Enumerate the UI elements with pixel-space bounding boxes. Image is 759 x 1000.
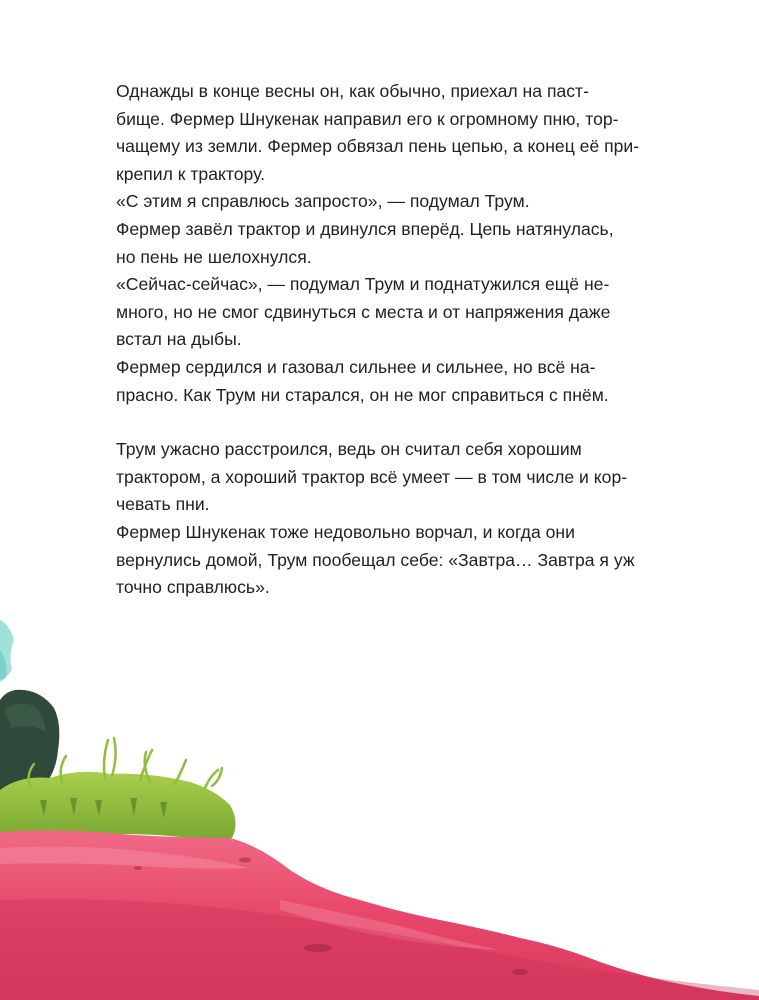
text-line: Однажды в конце весны он, как обычно, приехал на паст- xyxy=(116,81,589,101)
text-line: Трум ужасно расстроился, ведь он считал себя хорошим xyxy=(116,439,582,460)
text-line: «С этим я справлюсь запросто», — подумал Трум. xyxy=(116,191,530,212)
text-line: Фермер Шнукенак тоже недовольно ворчал, и когда они xyxy=(116,521,575,542)
text-line: бище. Фермер Шнукенак направил его к огромному пню, тор- xyxy=(116,108,619,129)
paragraph xyxy=(83,78,679,188)
text-line: встал на дыбы. xyxy=(116,329,242,350)
landscape-illustration xyxy=(0,600,759,1000)
text-line: точно справлюсь». xyxy=(116,577,270,598)
story-text xyxy=(83,78,679,602)
paragraph xyxy=(83,271,679,354)
text-line: трактором, а хороший трактор всё умеет — в том числе и кор- xyxy=(116,466,628,487)
paragraph xyxy=(83,216,679,271)
text-line: Фермер завёл трактор и двинулся вперёд. Цепь натянулась, xyxy=(116,218,614,239)
grass xyxy=(0,772,236,839)
text-line: крепил к трактору. xyxy=(116,163,266,184)
text-line: но пень не шелохнулся. xyxy=(116,246,312,267)
text-line: вернулись домой, Трум пообещал себе: «Завтра… Завтра я уж xyxy=(116,549,635,570)
section-gap xyxy=(83,409,679,436)
paragraph xyxy=(83,354,679,409)
paragraph xyxy=(83,188,679,216)
text-line: чащему из земли. Фермер обвязал пень цепью, а конец её при- xyxy=(116,136,640,157)
text-line: «Сейчас-сейчас», — подумал Трум и поднатужился ещё не- xyxy=(116,274,610,295)
text-line: много, но не смог сдвинуться с места и от напряжения даже xyxy=(116,301,611,322)
paragraph xyxy=(83,519,679,602)
text-line: Фермер сердился и газовал сильнее и сильнее, но всё на- xyxy=(116,356,596,377)
text-line: прасно. Как Трум ни старался, он не мог справиться с пнём. xyxy=(116,384,609,405)
paragraph xyxy=(83,436,679,519)
text-line: чевать пни. xyxy=(116,494,210,515)
